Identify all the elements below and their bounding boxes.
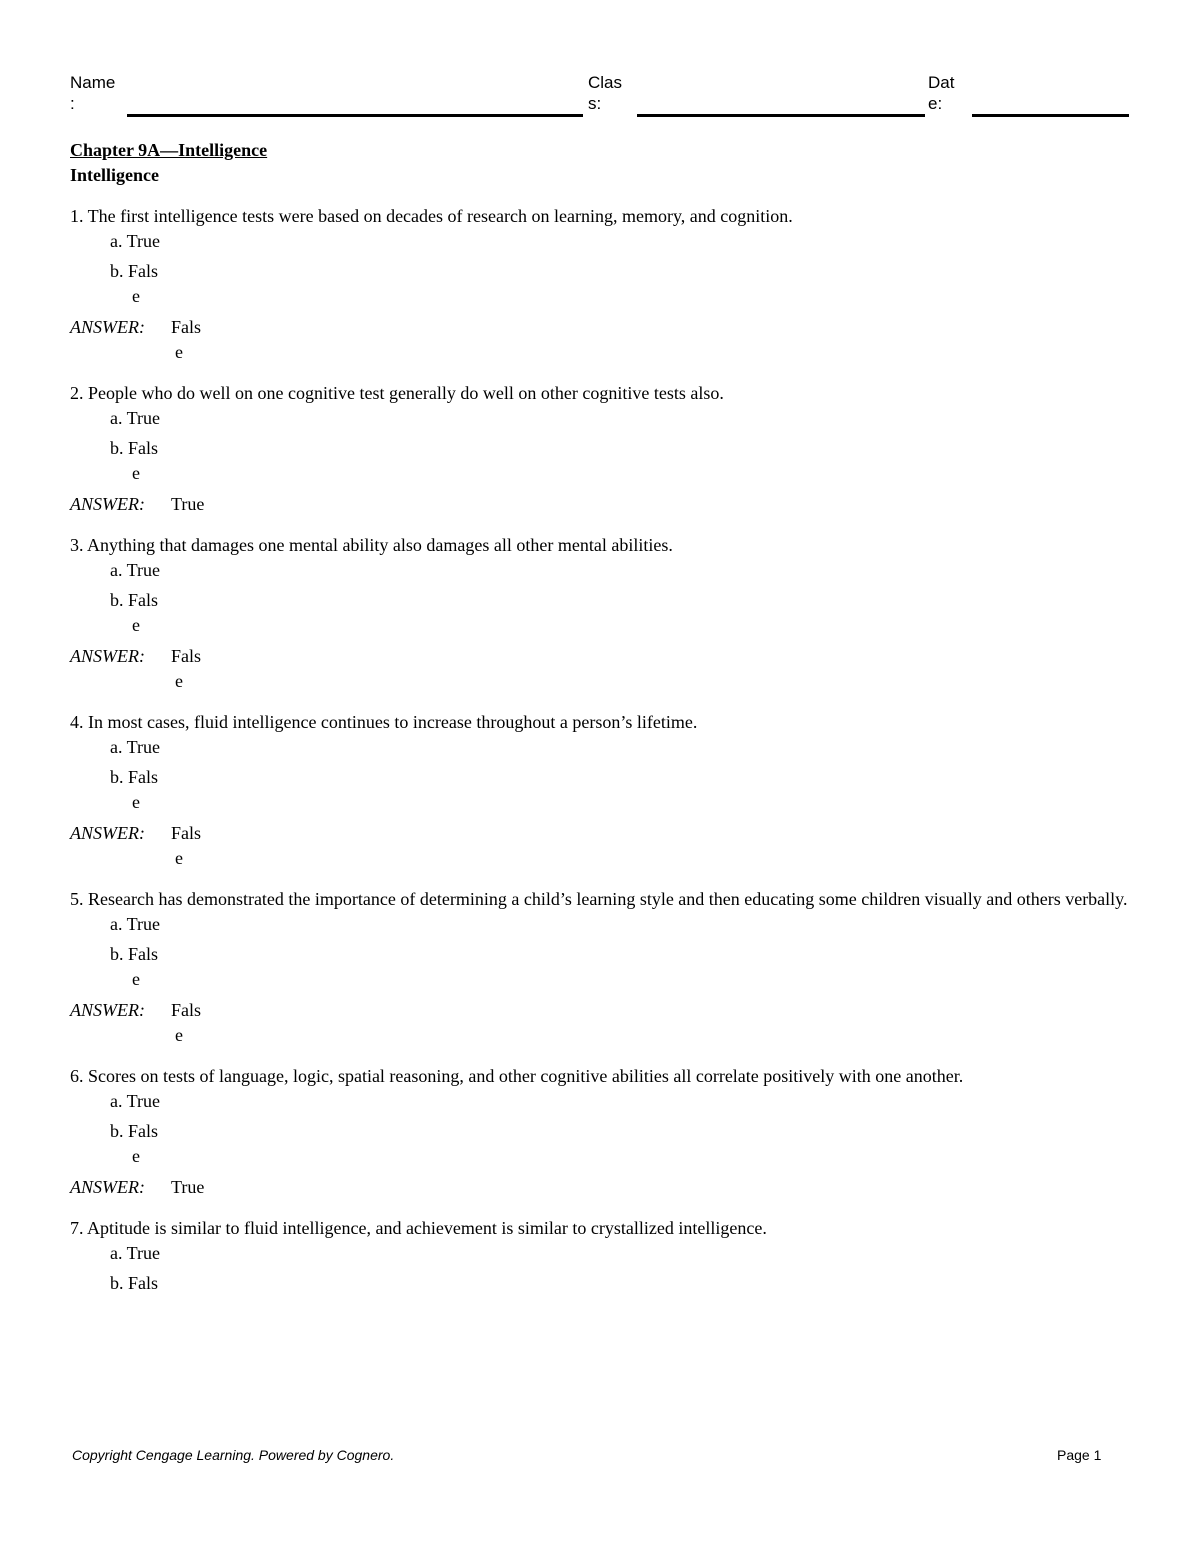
date-field-line[interactable]: [972, 114, 1129, 117]
answer-row: [70, 821, 1130, 871]
answer-value: Fals e: [171, 646, 202, 691]
option-a: a. True: [110, 231, 161, 251]
answer-label: ANSWER:: [70, 1177, 145, 1197]
question-7: [70, 1216, 1130, 1296]
answer-value: Fals e: [171, 1000, 202, 1045]
option-a: a. True: [110, 1243, 161, 1263]
option-b: b. Fals: [110, 1273, 159, 1293]
answer-label: ANSWER:: [70, 646, 145, 666]
question-2: [70, 381, 1130, 517]
option-a: a. True: [110, 737, 161, 757]
option-a: a. True: [110, 1091, 161, 1111]
question-text: 7. Aptitude is similar to fluid intelligence, and achievement is similar to crystallized intelligence.: [70, 1218, 767, 1238]
question-1: [70, 204, 1130, 365]
question-text: 6. Scores on tests of language, logic, spatial reasoning, and other cognitive abilities all correlate positively with one another.: [70, 1066, 964, 1086]
answer-value: True: [171, 1177, 205, 1197]
question-5: [70, 887, 1130, 1048]
question-text: 5. Research has demonstrated the importance of determining a child’s learning style and then educating some children visually and others verbally.: [70, 889, 1128, 909]
option-b: b. Fals e: [110, 438, 159, 483]
option-b: b. Fals e: [110, 1121, 159, 1166]
copyright-footer: Copyright Cengage Learning. Powered by Cognero.: [72, 1447, 395, 1463]
option-b: b. Fals e: [110, 767, 159, 812]
question-text: 3. Anything that damages one mental ability also damages all other mental abilities.: [70, 535, 673, 555]
answer-value: True: [171, 494, 205, 514]
question-text: 1. The first intelligence tests were based on decades of research on learning, memory, and cognition.: [70, 206, 793, 226]
answer-label: ANSWER:: [70, 494, 145, 514]
answer-row: [70, 644, 1130, 694]
question-3: [70, 533, 1130, 694]
option-b: b. Fals e: [110, 944, 159, 989]
answer-label: ANSWER:: [70, 317, 145, 337]
question-text: 4. In most cases, fluid intelligence continues to increase throughout a person’s lifetime.: [70, 712, 698, 732]
answer-row: [70, 492, 1130, 517]
question-4: [70, 710, 1130, 871]
option-a: a. True: [110, 408, 161, 428]
option-b: b. Fals e: [110, 261, 159, 306]
question-6: [70, 1064, 1130, 1200]
answer-value: Fals e: [171, 823, 202, 868]
option-b: b. Fals e: [110, 590, 159, 635]
page-number: Page 1: [1057, 1447, 1102, 1463]
answer-label: ANSWER:: [70, 1000, 145, 1020]
section-title: Intelligence: [70, 165, 159, 185]
date-field-label: Dat e:: [928, 73, 955, 113]
answer-value: Fals e: [171, 317, 202, 362]
option-a: a. True: [110, 560, 161, 580]
answer-row: [70, 1175, 1130, 1200]
name-field-line[interactable]: [127, 114, 583, 117]
question-text: 2. People who do well on one cognitive test generally do well on other cognitive tests also.: [70, 383, 724, 403]
chapter-title: Chapter 9A—Intelligence: [70, 140, 268, 160]
answer-label: ANSWER:: [70, 823, 145, 843]
document-body: [70, 138, 1130, 1296]
answer-row: [70, 315, 1130, 365]
option-a: a. True: [110, 914, 161, 934]
answer-row: [70, 998, 1130, 1048]
class-field-label: Clas s:: [588, 73, 623, 113]
class-field-line[interactable]: [637, 114, 925, 117]
name-field-label: Name :: [70, 73, 116, 113]
